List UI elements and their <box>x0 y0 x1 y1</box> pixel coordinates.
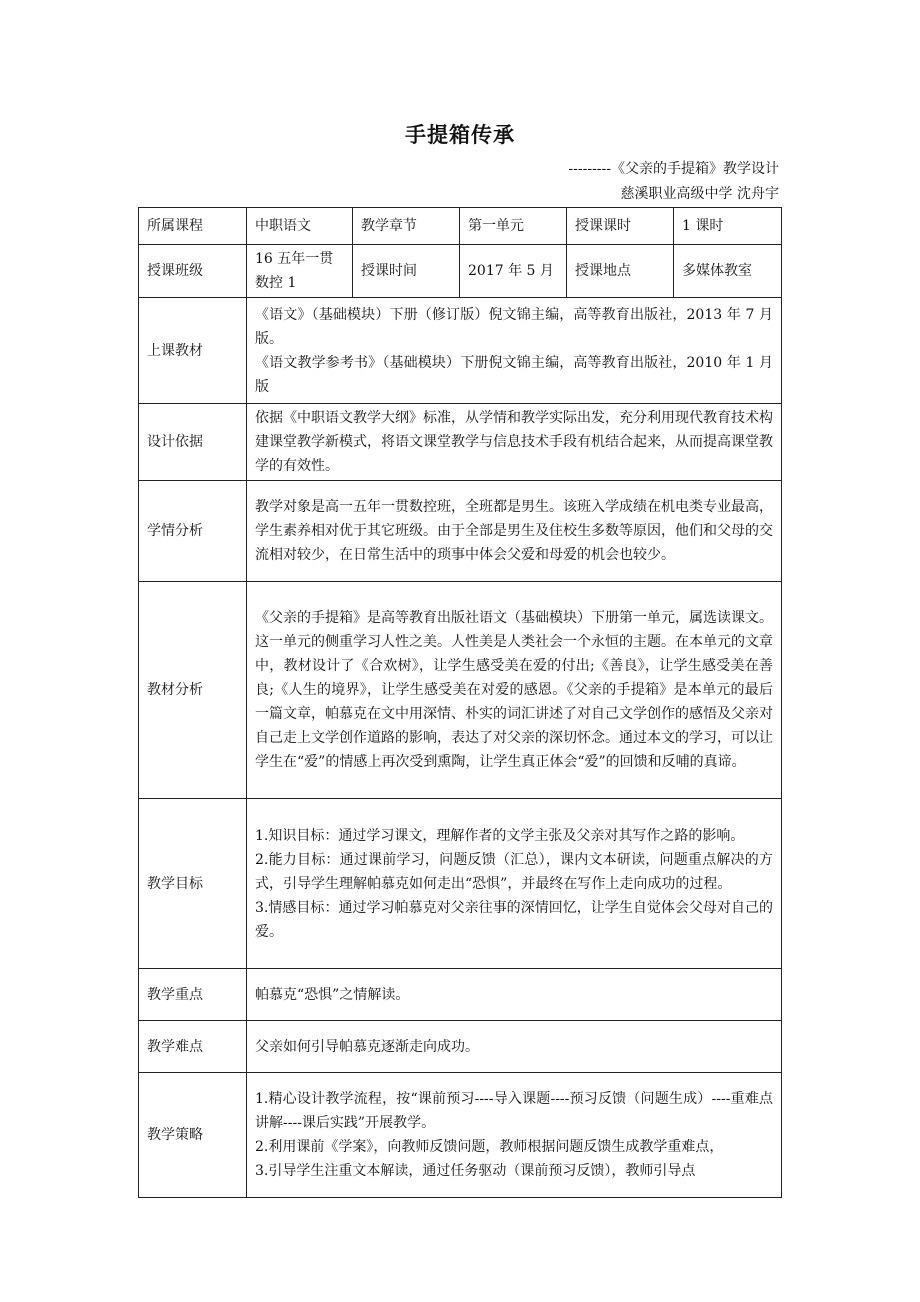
key-point-label: 教学重点 <box>139 969 247 1021</box>
strategy-label: 教学策略 <box>139 1073 247 1198</box>
students-content <box>247 481 782 582</box>
objectives-content <box>247 799 782 969</box>
key-point-content <box>247 969 782 1021</box>
textbook-content <box>247 582 782 799</box>
table-row-course <box>139 208 782 245</box>
hours-value: 1 课时 <box>674 208 782 245</box>
objectives-label: 教学目标 <box>139 799 247 969</box>
lesson-plan-table <box>138 207 782 1198</box>
textbook-label: 教材分析 <box>139 582 247 799</box>
objective-item: 2.能力目标：通过课前学习，问题反馈（汇总），课内文本研读，问题重点解决的方式，引导学生理解帕慕克如何走出“恐惧”，并最终在写作上走向成功的过程。 <box>255 851 773 892</box>
table-row-class <box>139 245 782 298</box>
subtitle-design: ---------《父亲的手提箱》教学设计 <box>568 161 779 177</box>
difficulty-label: 教学难点 <box>139 1021 247 1073</box>
class-label: 授课班级 <box>139 245 247 298</box>
subtitle-author: 慈溪职业高级中学 沈舟宇 <box>620 186 779 202</box>
materials-paragraph: 《语文教学参考书》（基础模块）下册倪文锦主编，高等教育出版社，2010 年 1 月版 <box>255 354 773 395</box>
chapter-value: 第一单元 <box>460 208 567 245</box>
students-paragraph: 教学对象是高一五年一贯数控班，全班都是男生。该班入学成绩在机电类专业最高，学生素养相对优于其它班级。由于全部是男生及住校生多数等原因，他们和父母的交流相对较少，在日常生活中的琐事中体会父爱和母爱的机会也较少。 <box>255 499 773 563</box>
difficulty-content <box>247 1021 782 1073</box>
time-label: 授课时间 <box>353 245 460 298</box>
materials-content <box>247 298 782 404</box>
strategy-item: 2.利用课前《学案》，向教师反馈问题，教师根据问题反馈生成教学重难点， <box>255 1139 724 1155</box>
table-row-key-point <box>139 969 782 1021</box>
document-title: 手提箱传承 <box>405 123 515 147</box>
objective-item: 1.知识目标：通过学习课文，理解作者的文学主张及父亲对其写作之路的影响。 <box>255 827 745 844</box>
basis-content <box>247 404 782 481</box>
table-row-objectives <box>139 799 782 969</box>
basis-paragraph: 依据《中职语文教学大纲》标准，从学情和教学实际出发，充分利用现代教育技术构建课堂教学新模式，将语文课堂教学与信息技术手段有机结合起来，从而提高课堂教学的有效性。 <box>255 410 773 474</box>
place-value: 多媒体教室 <box>674 245 782 298</box>
strategy-item: 1.精心设计教学流程，按“课前预习----导入课题----预习反馈（问题生成）----重难点讲解----课后实践”开展教学。 <box>255 1091 773 1131</box>
hours-label: 授课课时 <box>567 208 674 245</box>
place-label: 授课地点 <box>567 245 674 298</box>
course-value: 中职语文 <box>247 208 353 245</box>
materials-paragraph: 《语文》（基础模块）下册（修订版）倪文锦主编，高等教育出版社，2013 年 7 月版。 <box>255 306 773 347</box>
key-point-paragraph: 帕慕克“恐惧”之情解读。 <box>255 986 410 1003</box>
materials-label: 上课教材 <box>139 298 247 404</box>
table-row-textbook <box>139 582 782 799</box>
basis-label: 设计依据 <box>139 404 247 481</box>
chapter-label: 教学章节 <box>353 208 460 245</box>
class-value: 16 五年一贯数控 1 <box>247 245 353 298</box>
table-row-students <box>139 481 782 582</box>
strategy-content <box>247 1073 782 1198</box>
table-row-materials <box>139 298 782 404</box>
table-row-basis <box>139 404 782 481</box>
objective-item: 3.情感目标：通过学习帕慕克对父亲往事的深情回忆，让学生自觉体会父母对自己的爱。 <box>255 899 773 940</box>
strategy-item: 3.引导学生注重文本解读，通过任务驱动（课前预习反馈），教师引导点 <box>255 1163 696 1179</box>
table-row-strategy <box>139 1073 782 1198</box>
difficulty-paragraph: 父亲如何引导帕慕克逐渐走向成功。 <box>255 1038 479 1055</box>
textbook-paragraph: 《父亲的手提箱》是高等教育出版社语文（基础模块）下册第一单元，属选读课文。这一单元的侧重学习人性之美。人性美是人类社会一个永恒的主题。在本单元的文章中，教材设计了《合欢树》，让学生感受美在爱的付出;《善良》，让学生感受美在善良;《人生的境界》，让学生感受美在对爱的感恩。《父亲的手提箱》是本单元的最后一篇文章，帕慕克在文中用深情、朴实的词汇讲述了对自己文学创作的感悟及父亲对自己走上文学创作道路的影响，表达了对父亲的深切怀念。通过本文的学习，可以让学生在“爱”的情感上再次受到熏陶，让学生真正体会“爱”的回馈和反哺的真谛。 <box>255 610 773 770</box>
table-row-difficulty <box>139 1021 782 1073</box>
course-label: 所属课程 <box>139 208 247 245</box>
time-value: 2017 年 5 月 <box>460 245 567 298</box>
students-label: 学情分析 <box>139 481 247 582</box>
